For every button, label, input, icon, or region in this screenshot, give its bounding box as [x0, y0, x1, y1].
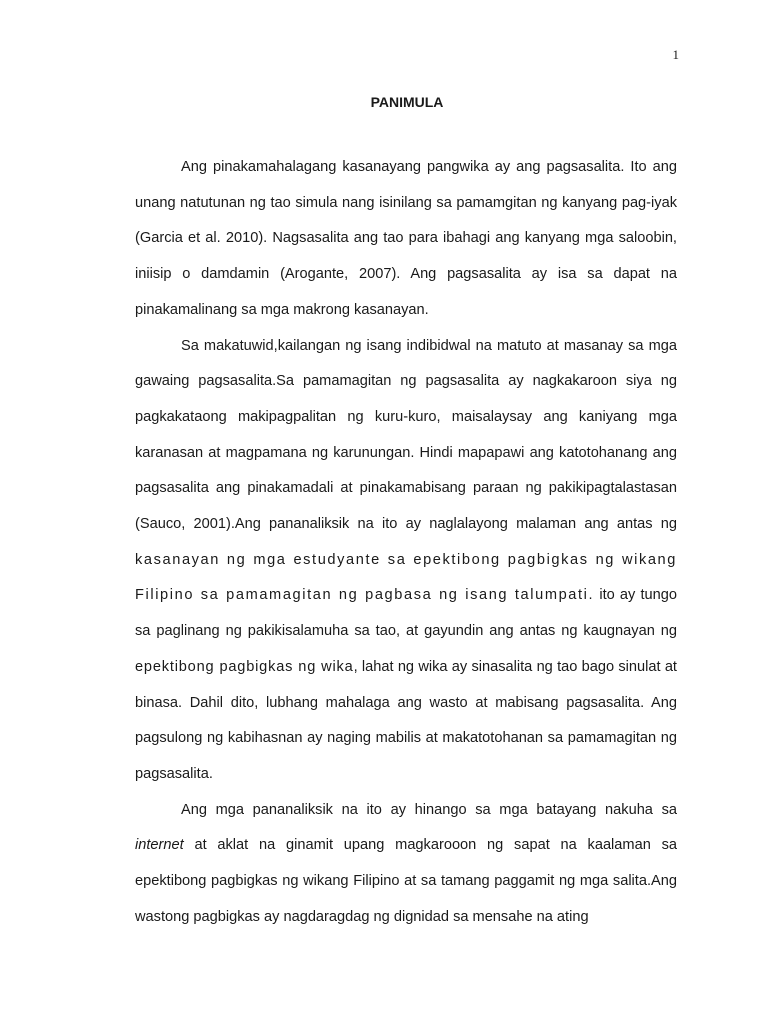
paragraph-3: [135, 793, 677, 936]
page-number: 1: [672, 47, 679, 62]
paragraph-2-text-c: ito ay tungo sa paglinang ng pakikisalamuha sa tao, at gayundin ang antas ng kaugnayan ng: [135, 587, 677, 640]
paragraph-2-text-e: , lahat ng wika ay sinasalita ng tao bago sinulat at binasa. Dahil dito, lubhang mahalaga ang wasto at mabisang pagsasalita. Ang pagsulong ng kabihasnan ay naging mabilis at makatotohanan sa pamamagitan ng pagsasalita.: [135, 658, 677, 782]
paragraph-3-italic: internet: [135, 837, 184, 854]
paragraph-3-text-a: Ang mga pananaliksik na ito ay hinango sa mga batayang nakuha sa: [181, 801, 677, 818]
paragraph-2-text-d: epektibong pagbigkas ng wika: [135, 658, 354, 675]
body-text: [135, 150, 677, 935]
paragraph-1: [135, 150, 677, 329]
paragraph-2: [135, 329, 677, 793]
paragraph-2-text-a: Sa makatuwid,kailangan ng isang indibidwal na matuto at masanay sa mga gawaing pagsasalita.Sa pamamagitan ng pagsasalita ay nagkakaroon siya ng pagkakataong makipagpalitan ng kuru-kuro, maisalaysay ang kaniyang mga karanasan at magpamana ng karunungan. Hindi mapapawi ang katotohanang ang pagsasalita ang pinakamadali at pinakamabisang paraan ng pakikipagtalastasan (Sauco, 2001).Ang pananaliksik na ito ay naglalayong malaman ang antas ng: [135, 337, 677, 533]
page-title: PANIMULA: [370, 94, 444, 110]
paragraph-2-text-b: kasanayan ng mga estudyante sa epektibong pagbigkas ng wikang Filipino sa pamamagitan ng pagbasa ng isang talumpati.: [135, 551, 677, 604]
paragraph-3-text-c: at aklat na ginamit upang magkarooon ng sapat na kaalaman sa epektibong pagbigkas ng wikang Filipino at sa tamang paggamit ng mga salita.Ang wastong pagbigkas ay nagdaragdag ng dignidad sa mensahe na ating: [135, 837, 677, 925]
paragraph-1-text: Ang pinakamahalagang kasanayang pangwika ay ang pagsasalita. Ito ang unang natutunan ng tao simula nang isinilang sa pamamgitan ng kanyang pag-iyak (Garcia et al. 2010). Nagsasalita ang tao para ibahagi ang kanyang mga saloobin, iniisip o damdamin (Arogante, 2007). Ang pagsasalita ay isa sa dapat na pinakamalinang sa mga makrong kasanayan.: [135, 159, 677, 318]
